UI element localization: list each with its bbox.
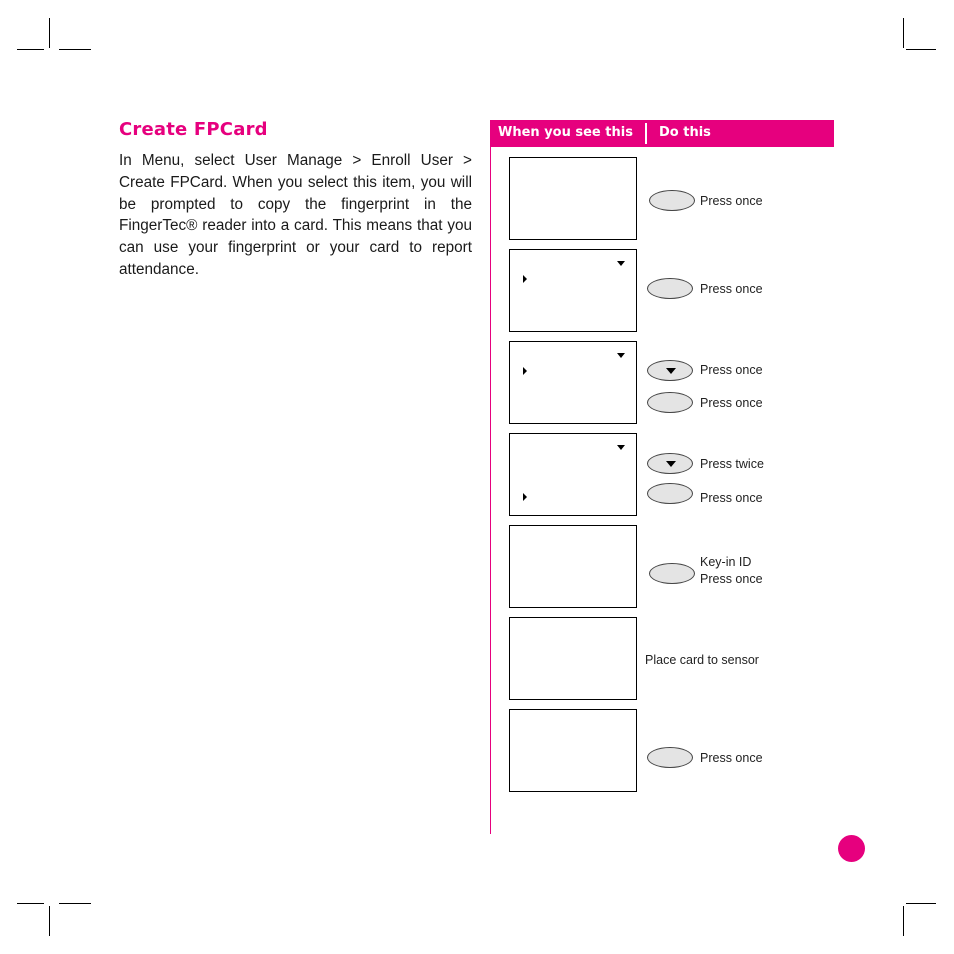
crop-mark [903,18,904,48]
crop-mark [906,49,936,50]
scroll-down-icon [617,445,625,450]
scroll-down-icon [617,261,625,266]
header-divider [645,123,647,144]
scroll-down-icon [617,353,625,358]
down-button [647,453,693,474]
ok-button [647,392,693,413]
selection-pointer-icon [523,367,527,375]
instruction-label: Press once [700,282,763,296]
header-do-this: Do this [659,125,711,140]
lcd-screen [509,249,637,332]
instruction-label: Press once [700,751,763,765]
instruction-label: Press once [700,572,763,586]
instruction-label: Press once [700,491,763,505]
lcd-screen [509,341,637,424]
crop-mark [59,49,91,50]
lcd-screen [509,525,637,608]
instruction-label: Place card to sensor [645,653,759,667]
ok-button [647,747,693,768]
section-title: Create FPCard [119,119,268,140]
instruction-label: Press once [700,363,763,377]
ok-button [647,278,693,299]
lcd-screen [509,157,637,240]
crop-mark [49,906,50,936]
crop-mark [17,49,44,50]
page-marker-dot [838,835,865,862]
selection-pointer-icon [523,275,527,283]
crop-mark [59,903,91,904]
down-arrow-icon [666,461,676,467]
table-header [490,120,834,147]
down-arrow-icon [666,368,676,374]
crop-mark [906,903,936,904]
instruction-label: Key-in ID [700,555,752,569]
ok-button [647,483,693,504]
instruction-label: Press once [700,396,763,410]
header-when-you-see-this: When you see this [498,125,633,140]
lcd-screen [509,617,637,700]
lcd-screen [509,433,637,516]
lcd-screen [509,709,637,792]
crop-mark [49,18,50,48]
instruction-label: Press twice [700,457,764,471]
menu-button [649,190,695,211]
crop-mark [903,906,904,936]
crop-mark [17,903,44,904]
table-column-line [490,147,491,834]
section-body: In Menu, select User Manage > Enroll User > Create FPCard. When you select this item, you will be prompted to copy the fingerprint in the FingerTec® reader into a card. This means that you can use your fingerprint or your card to report attendance. [119,152,472,278]
selection-pointer-icon [523,493,527,501]
down-button [647,360,693,381]
ok-button [649,563,695,584]
instruction-label: Press once [700,194,763,208]
